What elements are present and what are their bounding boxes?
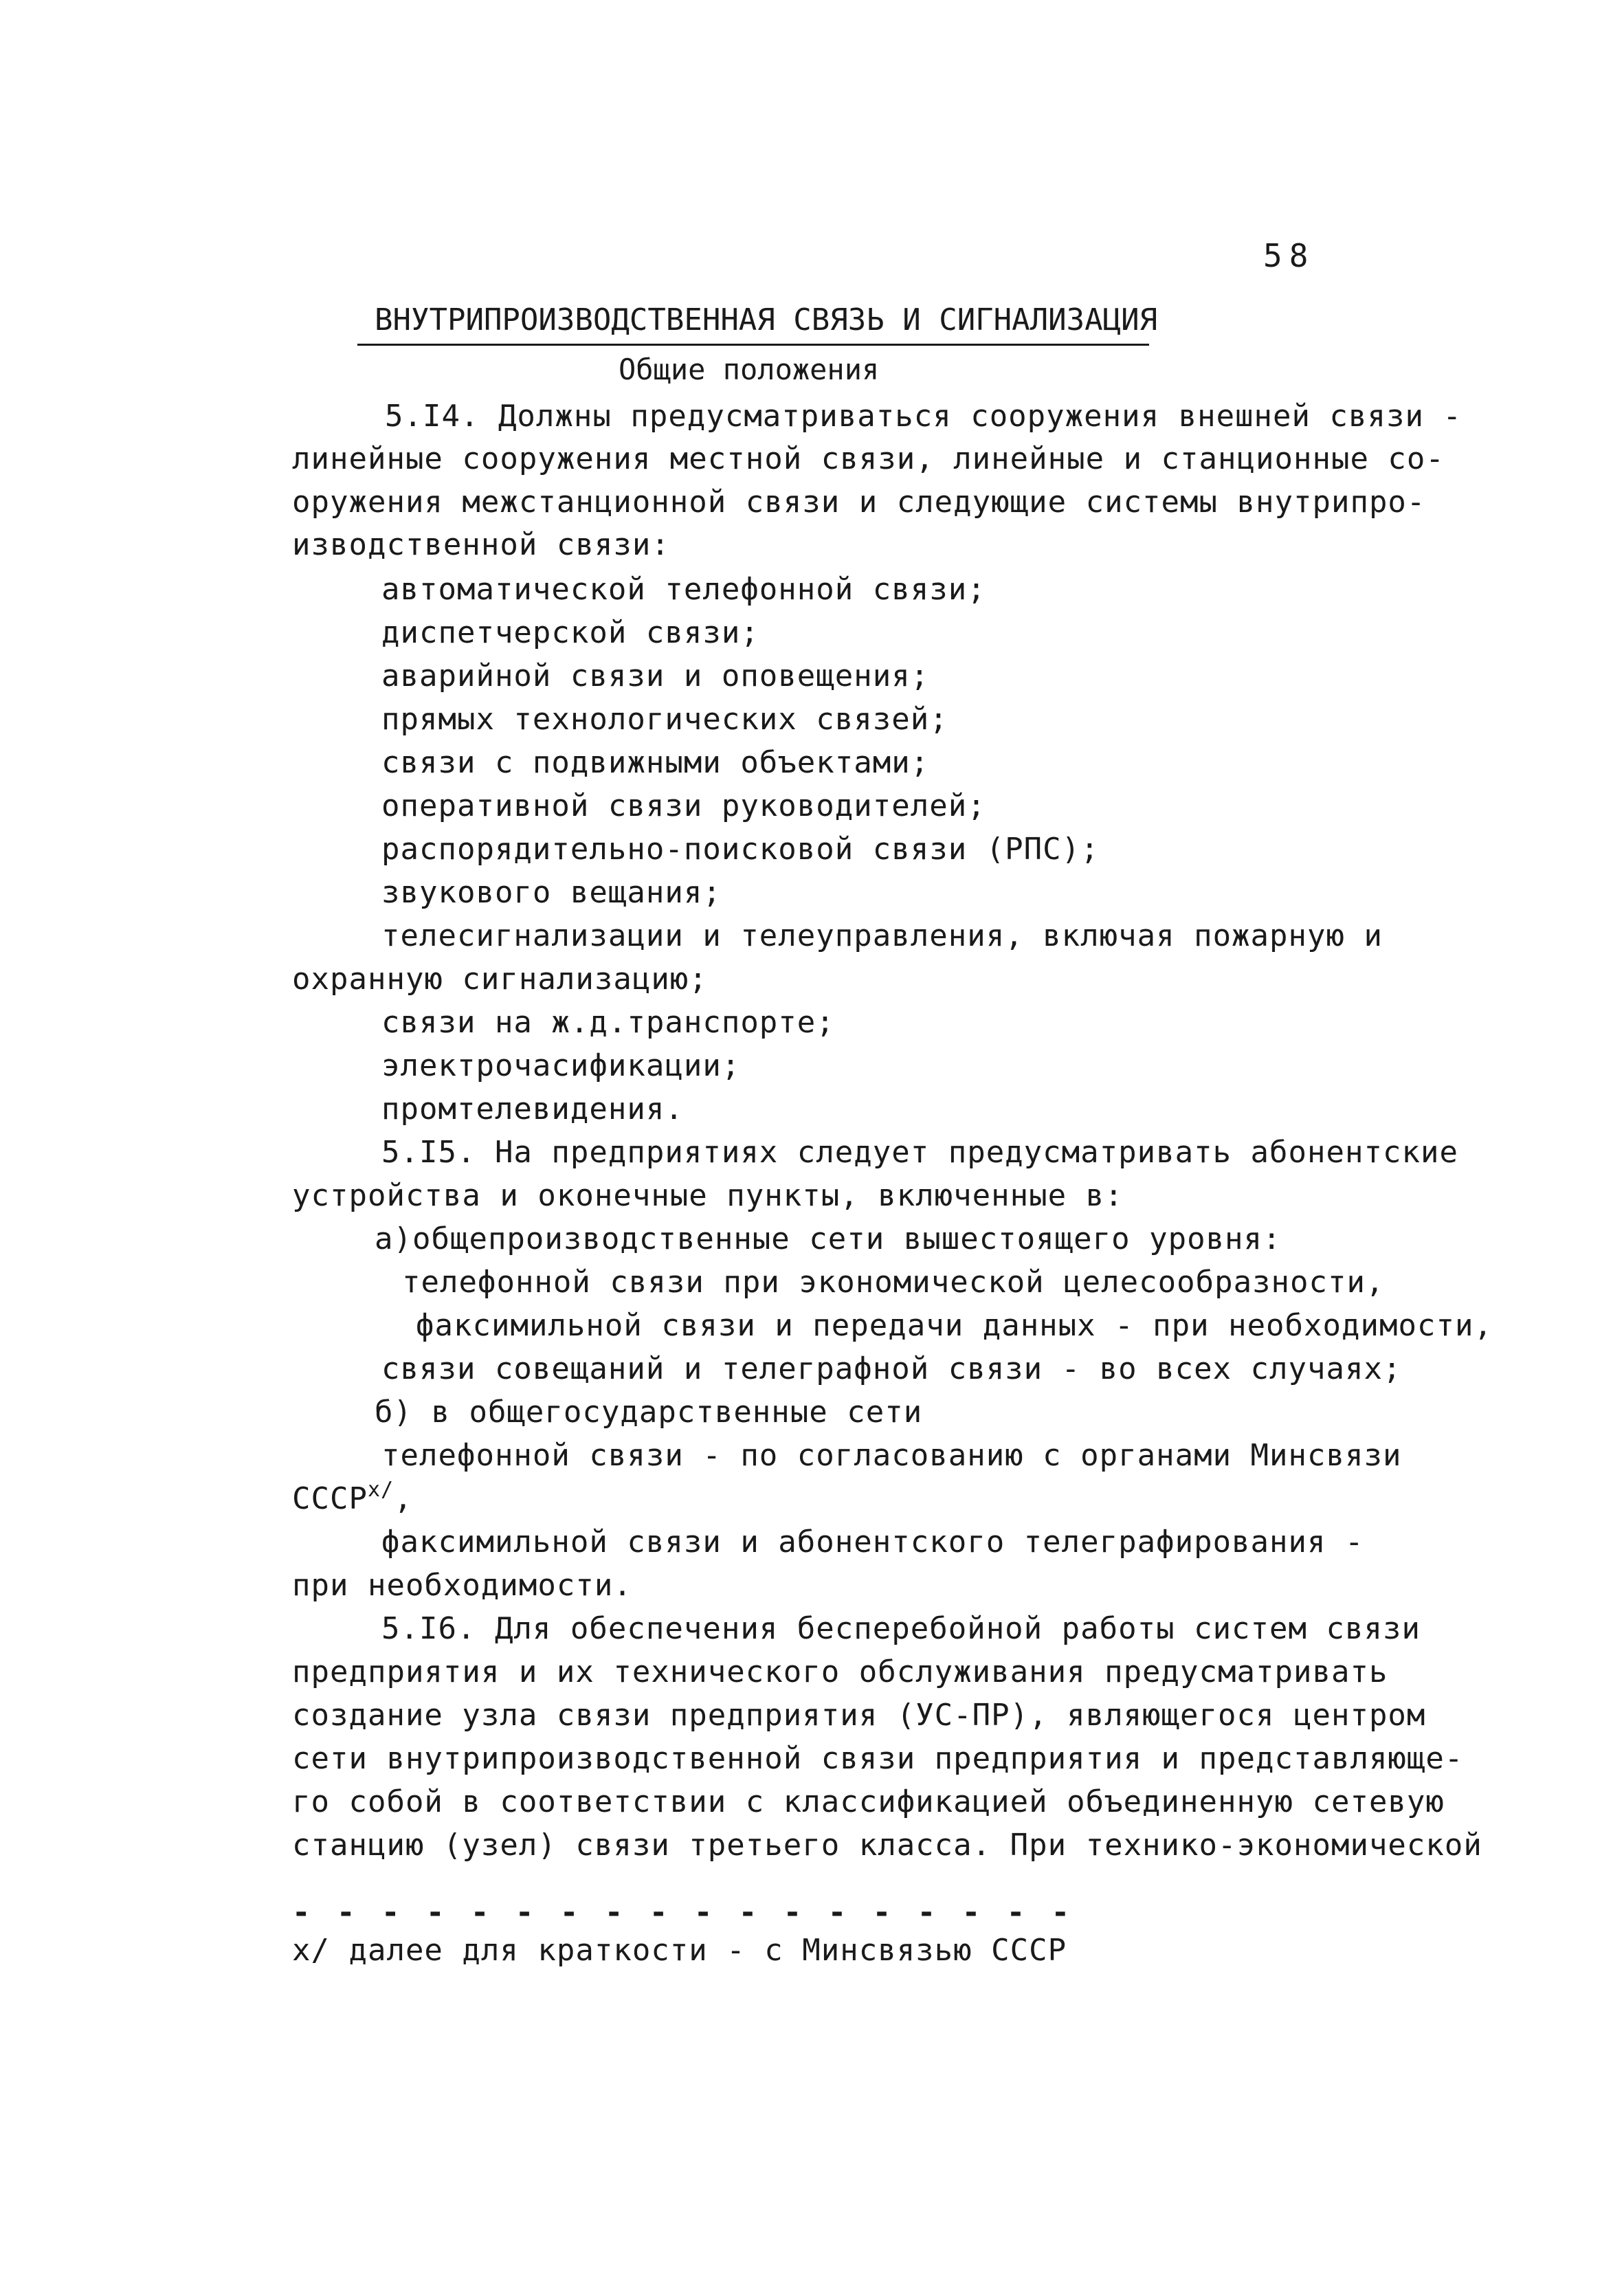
list-item: факсимильной связи и передачи данных - при необходимости, [416,1308,1493,1343]
paragraph-line: предприятия и их технического обслуживания предусматривать [292,1654,1388,1689]
list-item: связи с подвижными объектами; [381,745,930,780]
section-subtitle: Общие положения [619,353,880,386]
list-item: б) в общегосударственные сети [375,1395,923,1430]
paragraph-line: оружения межстанционной связи и следующие системы внутрипро- [292,485,1426,520]
ussr-abbreviation: СССР [292,1481,368,1516]
list-item: телефонной связи при экономической целесообразности, [402,1265,1385,1300]
list-item-continuation: при необходимости. [292,1568,632,1603]
list-item-continuation: охранную сигнализацию; [292,962,708,997]
list-item: аварийной связи и оповещения; [381,658,930,694]
footnote-separator: - - - - - - - - - - - - - - - - - - [292,1895,1074,1930]
footnote: x/ далее для краткости - с Минсвязью СССР [292,1933,1067,1968]
list-item: прямых технологических связей; [381,702,948,737]
paragraph-line: создание узла связи предприятия (УС-ПР), являющегося центром [292,1698,1426,1733]
list-item: распорядительно-поисковой связи (РПС); [381,832,1100,867]
page-number: 58 [1263,237,1315,274]
paragraph-line: станцию (узел) связи третьего класса. При технико-экономической [292,1828,1482,1863]
list-item: телефонной связи - по согласованию с органами Минсвязи [381,1438,1402,1473]
paragraph-line: сети внутрипроизводственной связи предприятия и представляюще- [292,1741,1464,1776]
list-item: телесигнализации и телеуправления, включая пожарную и [381,918,1383,953]
paragraph-line: линейные сооружения местной связи, линейные и станционные со- [292,441,1445,476]
list-item: оперативной связи руководителей; [381,788,986,823]
paragraph-line: 5.I4. Должны предусматриваться сооружения внешней связи - [385,399,1462,434]
paragraph-line: 5.I6. Для обеспечения бесперебойной работы систем связи [381,1611,1421,1646]
paragraph-line: 5.I5. На предприятиях следует предусматривать абонентские [381,1135,1458,1170]
title-underline [357,344,1149,346]
list-item: промтелевидения. [381,1091,684,1127]
comma: , [394,1481,413,1516]
paragraph-line: изводственной связи: [292,527,670,562]
section-title: ВНУТРИПРОИЗВОДСТВЕННАЯ СВЯЗЬ И СИГНАЛИЗАЦИЯ [375,302,1158,337]
list-item: факсимильной связи и абонентского телеграфирования - [381,1524,1364,1560]
paragraph-line: устройства и оконечные пункты, включенные в: [292,1178,1124,1213]
footnote-marker: x/ [367,1478,394,1502]
list-item: диспетчерской связи; [381,615,759,650]
paragraph-line: го собой в соответствии с классификацией объединенную сетевую [292,1784,1445,1819]
list-item: звукового вещания; [381,875,722,910]
list-item: автоматической телефонной связи; [381,572,986,607]
list-item-continuation [292,1480,413,1522]
list-item: связи на ж.д.транспорте; [381,1005,835,1040]
list-item: а)общепроизводственные сети вышестоящего уровня: [375,1221,1282,1256]
list-item: связи совещаний и телеграфной связи - во всех случаях; [381,1351,1402,1386]
list-item: электрочасификации; [381,1048,741,1083]
